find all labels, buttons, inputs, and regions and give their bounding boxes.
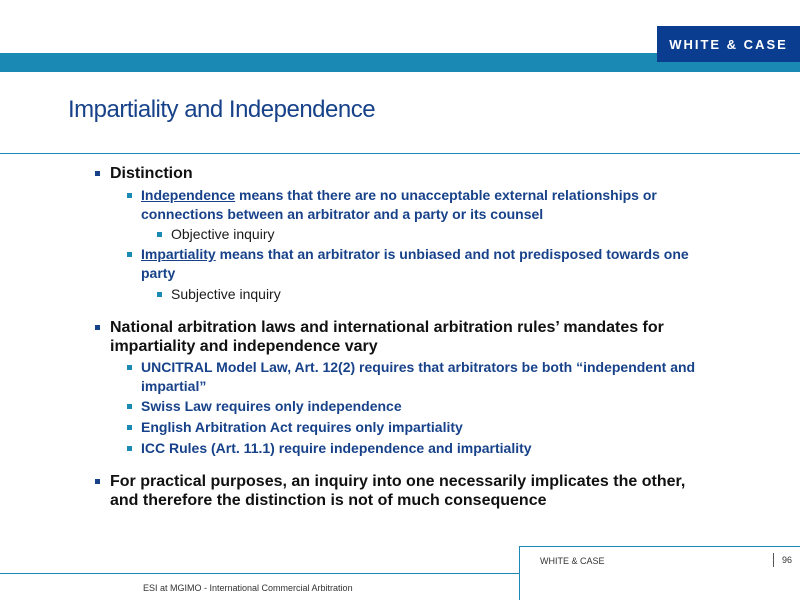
bullet-square-icon <box>157 292 162 297</box>
term-independence: Independence <box>141 187 236 203</box>
bullet-objective-inquiry <box>171 225 571 244</box>
bullet-square-icon <box>127 446 132 451</box>
slide-title: Impartiality and Independence <box>68 96 376 123</box>
bullet-subjective-inquiry <box>171 285 571 304</box>
bullet-independence <box>141 186 721 224</box>
title-divider <box>0 153 800 154</box>
bullet-distinction <box>110 164 730 183</box>
bullet-icc-rules <box>141 439 721 458</box>
bullet-impartiality <box>141 245 721 283</box>
bullet-square-icon <box>127 193 132 198</box>
bullet-square-icon <box>95 325 100 330</box>
bullet-text: means that there are no unacceptable external relationships or connections between an arbitrator and a party or its counsel <box>141 187 657 222</box>
bullet-square-icon <box>157 232 162 237</box>
bullet-swiss-law <box>141 397 721 416</box>
brand-logo <box>657 26 800 62</box>
bullet-text: National arbitration laws and international arbitration rules’ mandates for impartiality and independence vary <box>110 319 664 355</box>
bullet-text: ICC Rules (Art. 11.1) require independence and impartiality <box>141 440 532 456</box>
bullet-square-icon <box>127 404 132 409</box>
footer-event-name: ESI at MGIMO - International Commercial Arbitration <box>143 583 353 593</box>
bullet-square-icon <box>95 171 100 176</box>
bullet-uncitral <box>141 358 731 396</box>
page-number: 96 <box>782 555 793 565</box>
bullet-square-icon <box>127 252 132 257</box>
bullet-national-laws <box>110 318 705 356</box>
bullet-text: UNCITRAL Model Law, Art. 12(2) requires that arbitrators be both “independent and impartial” <box>141 359 696 394</box>
bullet-text: English Arbitration Act requires only impartiality <box>141 419 463 435</box>
bullet-practical-purposes <box>110 472 710 510</box>
footer-separator <box>773 553 774 567</box>
term-impartiality: Impartiality <box>141 246 216 262</box>
bullet-text: For practical purposes, an inquiry into one necessarily implicates the other, and therefore the distinction is not of much consequence <box>110 473 686 509</box>
bullet-text: Subjective inquiry <box>171 286 281 302</box>
bullet-text: Distinction <box>110 165 193 182</box>
bullet-square-icon <box>95 479 100 484</box>
bullet-text: Swiss Law requires only independence <box>141 398 402 414</box>
brand-logo-text: WHITE & CASE <box>669 36 788 52</box>
bullet-text: Objective inquiry <box>171 226 275 242</box>
footer-firm-name: WHITE & CASE <box>540 556 605 566</box>
bullet-english-act <box>141 418 721 437</box>
bullet-square-icon <box>127 365 132 370</box>
bullet-text: means that an arbitrator is unbiased and not predisposed towards one party <box>141 246 689 281</box>
bullet-square-icon <box>127 425 132 430</box>
